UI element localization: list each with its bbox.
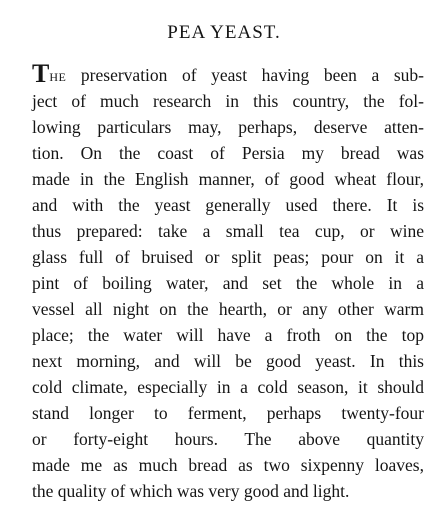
text-line-12: next morning, and will be good yeast. In this <box>32 351 424 371</box>
text-line-7: thus prepared: take a small tea cup, or wine <box>32 221 424 241</box>
text-line-3: lowing particulars may, perhaps, deserve atten- <box>32 117 424 137</box>
text-line-4: tion. On the coast of Persia my bread was <box>32 143 424 163</box>
text-line-14: stand longer to ferment, perhaps twenty-four <box>32 403 424 423</box>
small-caps-word: HE <box>49 70 67 84</box>
text-line-5: made in the English manner, of good wheat flour, <box>32 169 424 189</box>
text-line-2: ject of much research in this country, the fol- <box>32 91 424 111</box>
text-line-1 <box>32 59 424 88</box>
line-text: preservation of yeast having been a sub- <box>66 65 424 85</box>
text-line-10: vessel all night on the hearth, or any other warm <box>32 299 424 319</box>
drop-cap: T <box>32 59 50 88</box>
text-line-8: glass full of bruised or split peas; pour on it a <box>32 247 424 267</box>
page-title: PEA YEAST. <box>167 22 281 43</box>
recipe-paragraph <box>32 59 424 504</box>
text-line-11: place; the water will have a froth on the top <box>32 325 424 345</box>
text-line-16: made me as much bread as two sixpenny loaves, <box>32 455 424 475</box>
text-line-9: pint of boiling water, and set the whole in a <box>32 273 424 293</box>
text-line-15: or forty-eight hours. The above quantity <box>32 429 424 449</box>
text-line-17: the quality of which was very good and light. <box>32 481 350 501</box>
text-line-13: cold climate, especially in a cold season, it should <box>32 377 424 397</box>
text-line-6: and with the yeast generally used there. It is <box>32 195 424 215</box>
